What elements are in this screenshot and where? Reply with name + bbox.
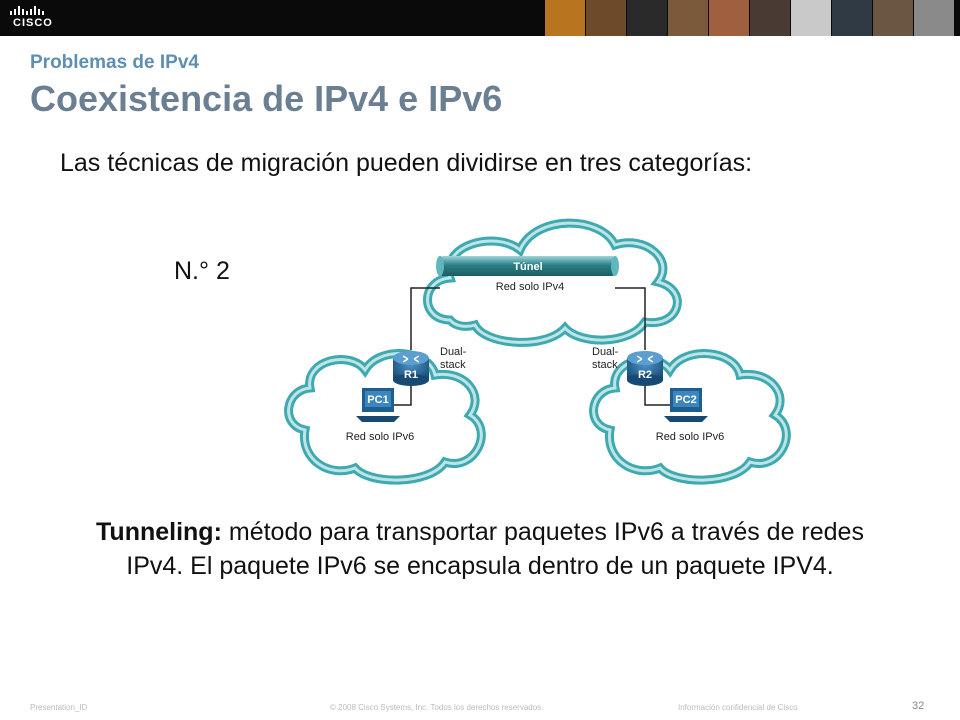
header-photo [586, 0, 626, 36]
right-ipv6-label: Red solo IPv6 [655, 431, 725, 443]
brand-text: CISCO [13, 17, 53, 29]
header-photo [750, 0, 790, 36]
header-photo [627, 0, 667, 36]
caption-body: método para transportar paquetes IPv6 a través de redes IPv4. El paquete IPv6 se encapsula dentro de un paquete IPV4. [126, 518, 864, 580]
pc1-label: PC1 [367, 394, 389, 406]
intro-text: Las técnicas de migración pueden dividirse en tres categorías: [60, 149, 753, 177]
slide-title: Coexistencia de IPv4 e IPv6 [30, 78, 503, 119]
header-photo [668, 0, 708, 36]
pc2-label: PC2 [675, 394, 697, 406]
header-photo [545, 0, 585, 36]
caption-text [80, 515, 880, 583]
router-r2-label: R2 [637, 369, 653, 381]
footer-presentation-id: Presentation_ID [30, 703, 88, 712]
tunnel-label: Túnel [513, 261, 543, 273]
header-photo [791, 0, 831, 36]
dual-stack-left-line1: Dual- [440, 346, 467, 358]
router-r1-label: R1 [403, 369, 419, 381]
dual-stack-right-line1: Dual- [592, 346, 619, 358]
footer-confidential: Información confidencial de Cisco [678, 703, 798, 712]
header-bar [0, 0, 960, 36]
ipv4-network-label: Red solo IPv4 [495, 281, 565, 293]
left-ipv6-label: Red solo IPv6 [345, 431, 415, 443]
category-number: N.° 2 [174, 257, 230, 285]
header-photo [914, 0, 954, 36]
caption-bold-term: Tunneling: [96, 518, 222, 546]
header-photo [709, 0, 749, 36]
dual-stack-left-line2: stack [440, 359, 466, 371]
dual-stack-right-line2: stack [592, 359, 618, 371]
header-photo [873, 0, 913, 36]
tunneling-diagram [280, 210, 800, 490]
slide-subtitle: Problemas de IPv4 [30, 52, 199, 73]
footer-copyright: © 2008 Cisco Systems, Inc. Todos los derechos reservados. [330, 703, 544, 712]
page-number: 32 [912, 700, 925, 712]
header-photo [832, 0, 872, 36]
